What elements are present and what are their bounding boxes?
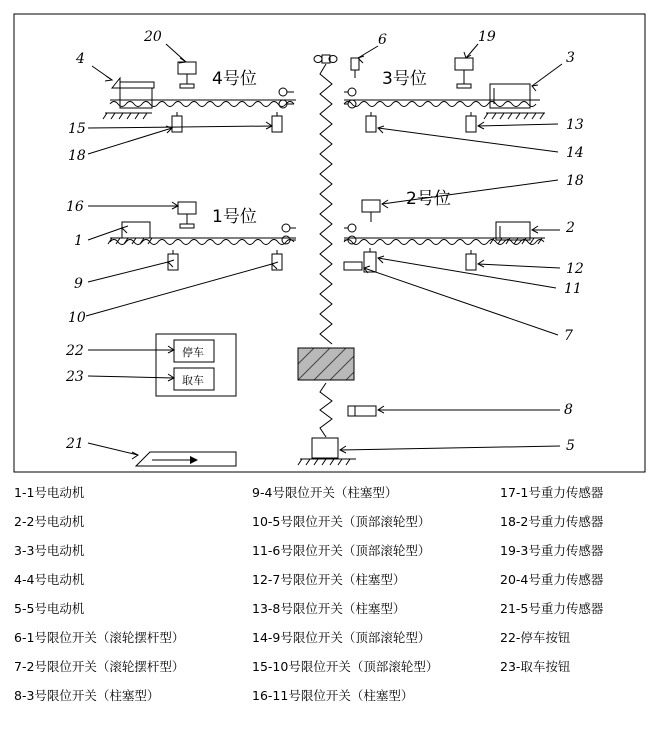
legend-item: 1-1号电动机 bbox=[14, 485, 85, 500]
callout-18: 18 bbox=[566, 173, 584, 189]
callout-13: 13 bbox=[566, 117, 584, 133]
counterweight-block bbox=[298, 348, 354, 380]
legend-item: 10-5号限位开关（顶部滚轮型） bbox=[252, 514, 431, 529]
callout-4: 4 bbox=[76, 51, 85, 67]
legend-item: 16-11号限位开关（柱塞型） bbox=[252, 688, 414, 703]
callout-11: 11 bbox=[564, 281, 582, 297]
legend-item: 8-3号限位开关（柱塞型） bbox=[14, 688, 160, 703]
callout-14: 14 bbox=[566, 145, 584, 161]
ramp-21 bbox=[136, 452, 236, 466]
station-4-assembly bbox=[103, 62, 296, 132]
legend-item: 18-2号重力传感器 bbox=[500, 514, 604, 529]
legend-item: 21-5号重力传感器 bbox=[500, 601, 604, 616]
callout-20: 20 bbox=[144, 29, 162, 45]
legend-column-1 bbox=[14, 486, 244, 718]
callout-15: 18 bbox=[68, 148, 86, 164]
legend-item: 17-1号重力传感器 bbox=[500, 485, 604, 500]
legend-item: 9-4号限位开关（柱塞型） bbox=[252, 485, 398, 500]
park-button-label: 停车 bbox=[182, 346, 204, 359]
legend-item: 11-6号限位开关（顶部滚轮型） bbox=[252, 543, 431, 558]
callout-19: 19 bbox=[478, 29, 496, 45]
station-3-label: 3号位 bbox=[382, 69, 427, 89]
limit-switch-8 bbox=[348, 406, 376, 416]
callout-10: 10 bbox=[68, 310, 86, 326]
legend-column-3 bbox=[500, 486, 655, 689]
legend-item: 3-3号电动机 bbox=[14, 543, 85, 558]
callout-7: 7 bbox=[564, 328, 573, 344]
legend-item: 2-2号电动机 bbox=[14, 514, 85, 529]
callout-1: 1 bbox=[74, 233, 83, 249]
callout-3: 3 bbox=[566, 50, 575, 66]
legend-item: 19-3号重力传感器 bbox=[500, 543, 604, 558]
station-4-label: 4号位 bbox=[212, 69, 257, 89]
legend-item: 14-9号限位开关（顶部滚轮型） bbox=[252, 630, 431, 645]
legend bbox=[0, 486, 659, 752]
callout-5: 5 bbox=[566, 438, 575, 454]
callout-21: 21 bbox=[66, 436, 84, 452]
callout-16: 15 bbox=[68, 121, 86, 137]
callout-2: 2 bbox=[566, 220, 575, 236]
legend-item: 6-1号限位开关（滚轮摆杆型） bbox=[14, 630, 185, 645]
callout-17: 16 bbox=[66, 199, 84, 215]
legend-item: 5-5号电动机 bbox=[14, 601, 85, 616]
station-2-assembly bbox=[344, 200, 545, 272]
callout-6: 6 bbox=[378, 32, 387, 48]
station-2-label: 2号位 bbox=[406, 189, 451, 209]
legend-item: 4-4号电动机 bbox=[14, 572, 85, 587]
legend-item: 7-2号限位开关（滚轮摆杆型） bbox=[14, 659, 185, 674]
legend-item: 13-8号限位开关（柱塞型） bbox=[252, 601, 406, 616]
callout-9: 9 bbox=[74, 276, 83, 292]
legend-item: 23-取车按钮 bbox=[500, 659, 571, 674]
central-shaft bbox=[298, 55, 356, 465]
legend-column-2 bbox=[252, 486, 492, 718]
callout-8: 8 bbox=[564, 402, 573, 418]
legend-item: 12-7号限位开关（柱塞型） bbox=[252, 572, 406, 587]
legend-item: 22-停车按钮 bbox=[500, 630, 571, 645]
retrieve-button-label: 取车 bbox=[182, 374, 204, 387]
station-3-assembly bbox=[344, 58, 545, 132]
legend-item: 20-4号重力传感器 bbox=[500, 572, 604, 587]
callout-12: 12 bbox=[566, 261, 584, 277]
station-1-assembly bbox=[108, 202, 296, 270]
legend-item: 15-10号限位开关（顶部滚轮型） bbox=[252, 659, 439, 674]
station-1-label: 1号位 bbox=[212, 207, 257, 227]
callout-23: 23 bbox=[66, 369, 84, 385]
callout-22: 22 bbox=[66, 343, 84, 359]
